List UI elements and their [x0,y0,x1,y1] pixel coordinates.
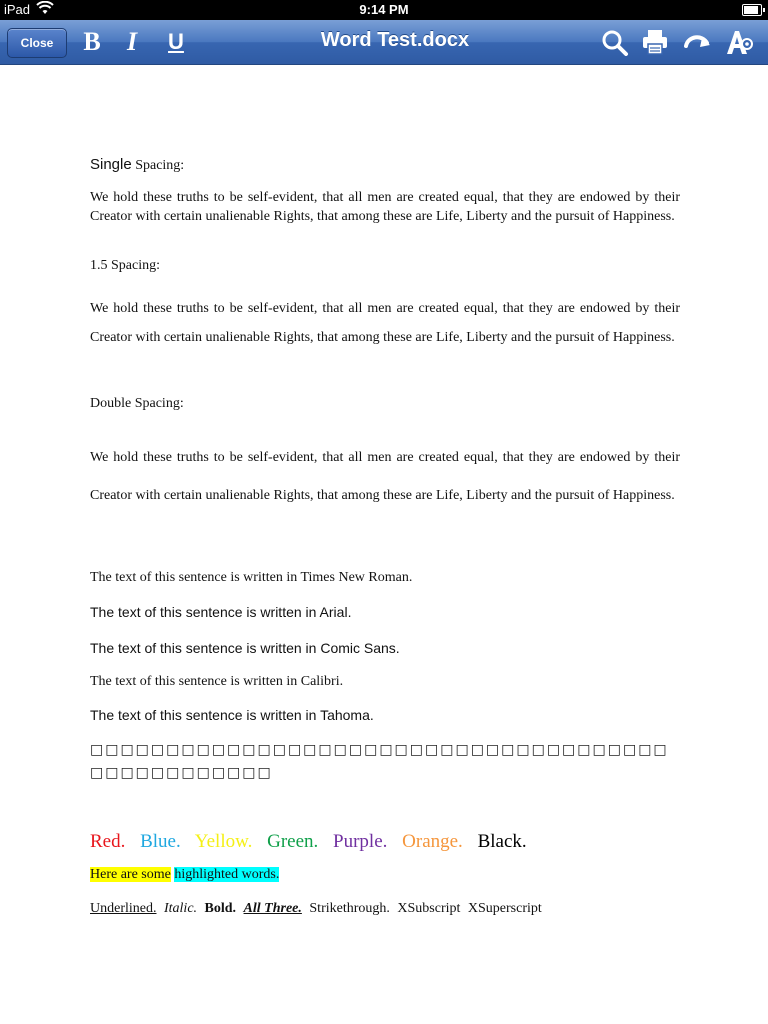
document-toolbar [0,20,768,65]
all-three-text: All Three. [243,901,302,916]
print-icon[interactable] [640,28,670,56]
carrier-label: iPad [4,2,31,17]
bold-button[interactable]: B [83,27,101,56]
undo-icon[interactable] [682,28,712,56]
one-half-spacing-paragraph: We hold these truths to be self-evident, that all men are created equal, that they are endowed by their Creator with certain unalienable Rights, that among these are Life, Liberty and the pursuit of Happiness. [90,301,680,345]
comic-sans-line: The text of this sentence is written in Comic Sans. [90,640,400,656]
clock: 9:14 PM [359,2,409,17]
search-icon[interactable] [600,28,630,56]
underlined-text: Underlined. [90,901,157,916]
calibri-line: The text of this sentence is written in Calibri. [90,674,344,689]
arial-line: The text of this sentence is written in Arial. [90,604,352,620]
heading-word: Single [90,156,132,173]
colored-words [90,831,537,853]
color-word-blue: Blue. [140,831,181,852]
highlight-cyan: highlighted words. [174,867,280,882]
italic-text: Italic. [163,901,198,916]
color-word-black: Black. [477,831,527,852]
highlight-yellow: Here are some [90,867,171,882]
document-page[interactable] [0,65,768,1024]
status-bar [0,0,768,20]
close-button[interactable]: Close [7,28,67,58]
underline-button[interactable]: U [168,29,184,54]
single-spacing-paragraph: We hold these truths to be self-evident, that all men are created equal, that they are endowed by their Creator with certain unalienable Rights, that among these are Life, Liberty and the pursuit of Happiness. [90,190,680,224]
color-word-purple: Purple. [333,831,388,852]
bold-text: Bold. [204,901,237,916]
color-word-green: Green. [267,831,319,852]
strikethrough-text: Strikethrough. [309,901,390,916]
text-styles-line [90,901,546,917]
color-word-yellow: Yellow. [194,831,253,852]
double-spacing-paragraph: We hold these truths to be self-evident, that all men are created equal, that they are endowed by their Creator with certain unalienable Rights, that among these are Life, Liberty and the pursuit of Happiness. [90,450,680,503]
missing-glyph-boxes: □□□□□□□□□□□□□□□□□□□□□□□□□□□□□□□□□□□□□□□□□□□□□□□□□□ [90,742,669,781]
times-new-roman-line: The text of this sentence is written in Times New Roman. [90,570,413,585]
heading-rest: Spacing: [131,158,185,173]
subscript-text: XSubscript [397,901,461,916]
battery-icon [742,4,762,16]
one-half-spacing-heading: 1.5 Spacing: [90,258,160,273]
double-spacing-heading: Double Spacing: [90,396,184,411]
superscript-text: XSuperscript [467,901,542,916]
document-title: Word Test.docx [320,29,470,51]
italic-button[interactable]: I [126,27,138,56]
highlighted-line [90,867,279,883]
text-settings-icon[interactable] [724,28,754,56]
color-word-orange: Orange. [402,831,463,852]
color-word-red: Red. [90,831,126,852]
single-spacing-heading [90,156,184,174]
tahoma-line: The text of this sentence is written in Tahoma. [90,707,374,723]
